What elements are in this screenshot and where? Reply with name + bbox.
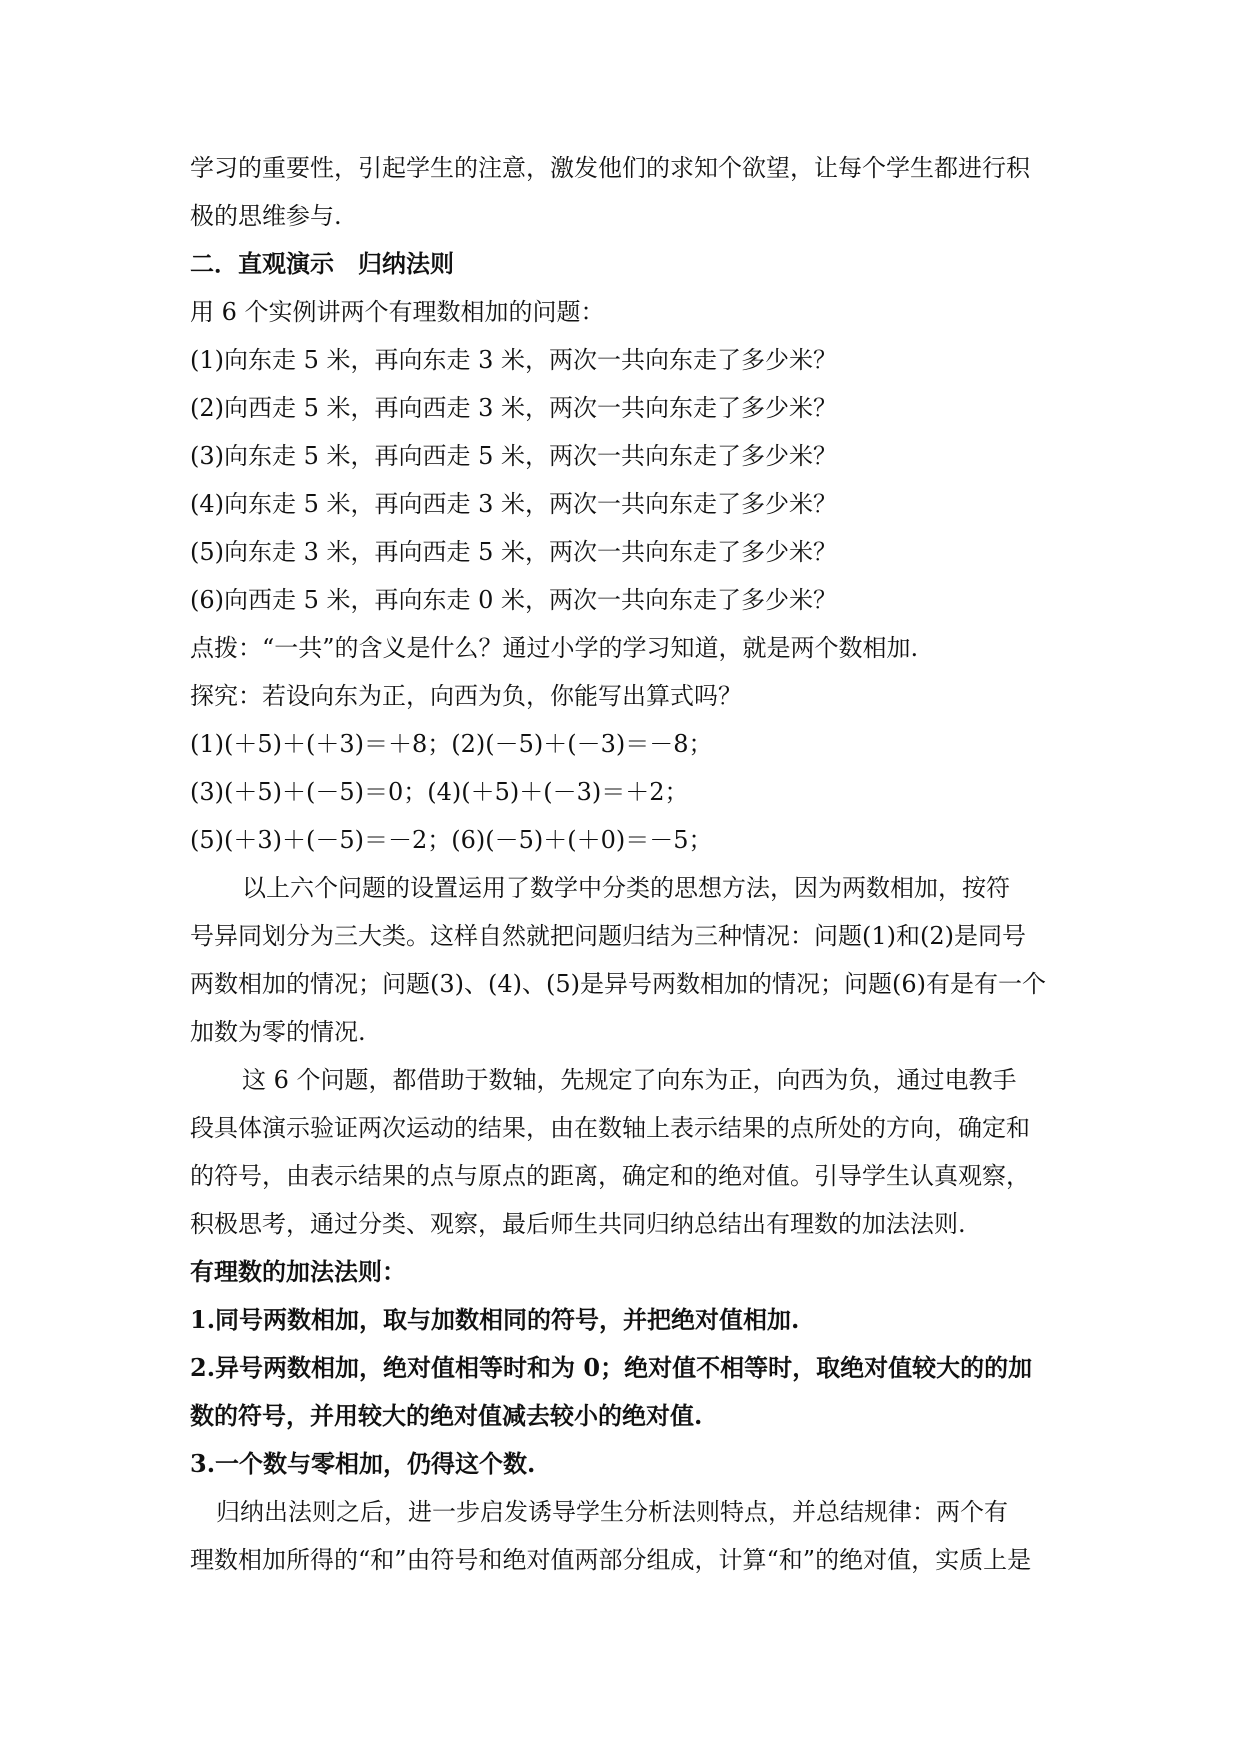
paragraph-1-line-1: 以上六个问题的设置运用了数学中分类的思想方法，因为两数相加，按符 (242, 874, 1010, 902)
equation-line-1: (1)(＋5)＋(＋3)＝＋8；(2)(－5)＋(－3)＝－8； (190, 730, 713, 758)
rules-heading: 有理数的加法法则： (190, 1257, 406, 1286)
equation-line-2: (3)(＋5)＋(－5)＝0；(4)(＋5)＋(－3)＝＋2； (190, 778, 689, 806)
paragraph-1-line-3: 两数相加的情况；问题(3)、(4)、(5)是异号两数相加的情况；问题(6)有是有一个 (190, 970, 1046, 998)
paragraph-2-line-3: 的符号，由表示结果的点与原点的距离，确定和的绝对值。引导学生认真观察， (190, 1162, 1030, 1190)
text-line-2: 极的思维参与. (190, 202, 342, 230)
paragraph-2-line-1: 这 6 个问题，都借助于数轴，先规定了向东为正，向西为负，通过电教手 (242, 1066, 1017, 1094)
page-body (190, 144, 1052, 1584)
paragraph-1-line-4: 加数为零的情况. (190, 1018, 366, 1046)
rule-1: 1.同号两数相加，取与加数相同的符号，并把绝对值相加. (190, 1305, 800, 1334)
question-5: (5)向东走 3 米，再向西走 5 米，两次一共向东走了多少米？ (190, 538, 838, 566)
rule-2-line-1: 2.异号两数相加，绝对值相等时和为 0；绝对值不相等时，取绝对值较大的的加 (190, 1353, 1033, 1382)
question-6: (6)向西走 5 米，再向东走 0 米，两次一共向东走了多少米？ (190, 586, 838, 614)
rule-3: 3.一个数与零相加，仍得这个数. (190, 1449, 536, 1478)
paragraph-3-line-2: 理数相加所得的“和”由符号和绝对值两部分组成，计算“和”的绝对值，实质上是 (190, 1546, 1032, 1574)
question-1: (1)向东走 5 米，再向东走 3 米，两次一共向东走了多少米？ (190, 346, 838, 374)
explore-line: 探究：若设向东为正，向西为负，你能写出算式吗？ (190, 682, 742, 710)
rule-2-line-2: 数的符号，并用较大的绝对值减去较小的绝对值. (190, 1401, 703, 1430)
paragraph-2-line-4: 积极思考，通过分类、观察，最后师生共同归纳总结出有理数的加法法则. (190, 1210, 966, 1238)
question-2: (2)向西走 5 米，再向西走 3 米，两次一共向东走了多少米？ (190, 394, 838, 422)
hint-line: 点拨：“一共”的含义是什么？通过小学的学习知道，就是两个数相加. (190, 634, 919, 662)
text-line-1: 学习的重要性，引起学生的注意，激发他们的求知个欲望，让每个学生都进行积 (190, 154, 1030, 182)
section-heading: 二．直观演示 归纳法则 (190, 249, 454, 278)
text-line-intro: 用 6 个实例讲两个有理数相加的问题： (190, 298, 605, 326)
equation-line-3: (5)(＋3)＋(－5)＝－2；(6)(－5)＋(＋0)＝－5； (190, 826, 713, 854)
paragraph-1-line-2: 号异同划分为三大类。这样自然就把问题归结为三种情况：问题(1)和(2)是同号 (190, 922, 1026, 950)
question-4: (4)向东走 5 米，再向西走 3 米，两次一共向东走了多少米？ (190, 490, 838, 518)
question-3: (3)向东走 5 米，再向西走 5 米，两次一共向东走了多少米？ (190, 442, 838, 470)
paragraph-3-line-1: 归纳出法则之后，进一步启发诱导学生分析法则特点，并总结规律：两个有 (216, 1498, 1008, 1526)
paragraph-2-line-2: 段具体演示验证两次运动的结果，由在数轴上表示结果的点所处的方向，确定和 (190, 1114, 1030, 1142)
